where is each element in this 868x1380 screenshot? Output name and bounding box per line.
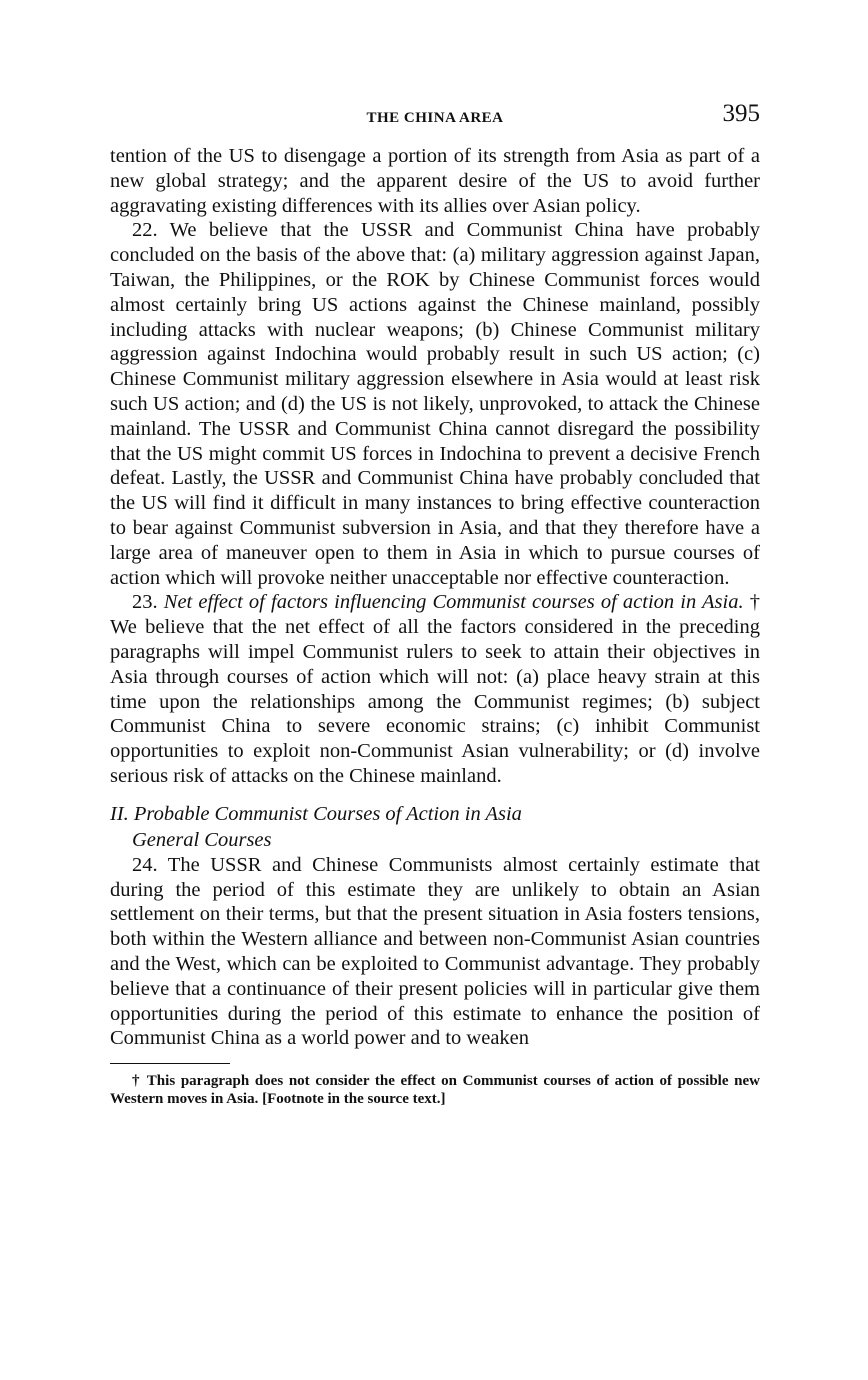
paragraph-22: 22. We believe that the USSR and Communist China have probably concluded on the basis of the above that: (a) military aggression against Japan, Taiwan, the Philippines, or the ROK by Chinese Communist forces would almost certainly bring US actions against the Chinese mainland, possibly including attacks with nuclear weapons; (b) Chinese Communist military aggression against Indochina would probably result in such US action; (c) Chinese Communist military aggression elsewhere in Asia would at least risk such US action; and (d) the US is not likely, unprovoked, to attack the Chinese mainland. The USSR and Communist China cannot disregard the possibility that the US might commit US forces in Indochina to prevent a decisive French defeat. Lastly, the USSR and Communist China have probably concluded that the US will find it difficult in many instances to bring effective counteraction to bear against Communist subversion in Asia, and that they therefore have a large area of maneuver open to them in Asia in which to pursue courses of action which will provoke neither unacceptable nor effective counteraction. xyxy=(110,219,760,589)
running-title: THE CHINA AREA xyxy=(366,110,504,126)
footnote: † This paragraph does not consider the effect on Communist courses of action of possible new Western moves in Asia. [Footnote in the source text.] xyxy=(110,1073,760,1108)
running-header xyxy=(110,100,760,134)
paragraph-23 xyxy=(110,590,760,788)
paragraph-24: 24. The USSR and Chinese Communists almost certainly estimate that during the period of this estimate they are unlikely to obtain an Asian settlement on their terms, but that the present situation in Asia fosters tensions, both within the Western alliance and between non-Communist Asian countries and the West, which can be exploited to Communist advantage. They probably believe that a continuance of their present policies will in particular give them opportunities during the period of this estimate to enhance the position of Communist China as a world power and to weaken xyxy=(110,853,760,1050)
paragraph-23-number: 23. xyxy=(132,591,158,614)
page-number: 395 xyxy=(722,100,760,127)
paragraph-continued: tention of the US to disengage a portion of its strength from Asia as part of a new global strategy; and the apparent desire of the US to avoid further aggravating existing differences with its allies over Asian policy. xyxy=(110,145,760,217)
footnote-divider xyxy=(110,1063,230,1064)
paragraph-23-body: We believe that the net effect of all the factors considered in the preceding paragraphs will impel Communist rulers to seek to attain their objectives in Asia through courses of action which will not: (a) place heavy strain at this time upon the relationships among the Communist regimes; (b) subject Communist China to severe economic strains; (c) inhibit Communist opportunities to exploit non-Communist Asian vulnerability; or (d) involve serious risk of attacks on the Chinese mainland. xyxy=(110,616,760,787)
document-page xyxy=(110,100,760,1108)
sub-heading: General Courses xyxy=(132,828,272,851)
footnote-marker: † xyxy=(749,591,761,614)
body-text xyxy=(110,144,760,1051)
section-heading: II. Probable Communist Courses of Action in Asia xyxy=(110,802,522,825)
paragraph-23-title: Net effect of factors influencing Communist courses of action in Asia. xyxy=(163,591,744,614)
